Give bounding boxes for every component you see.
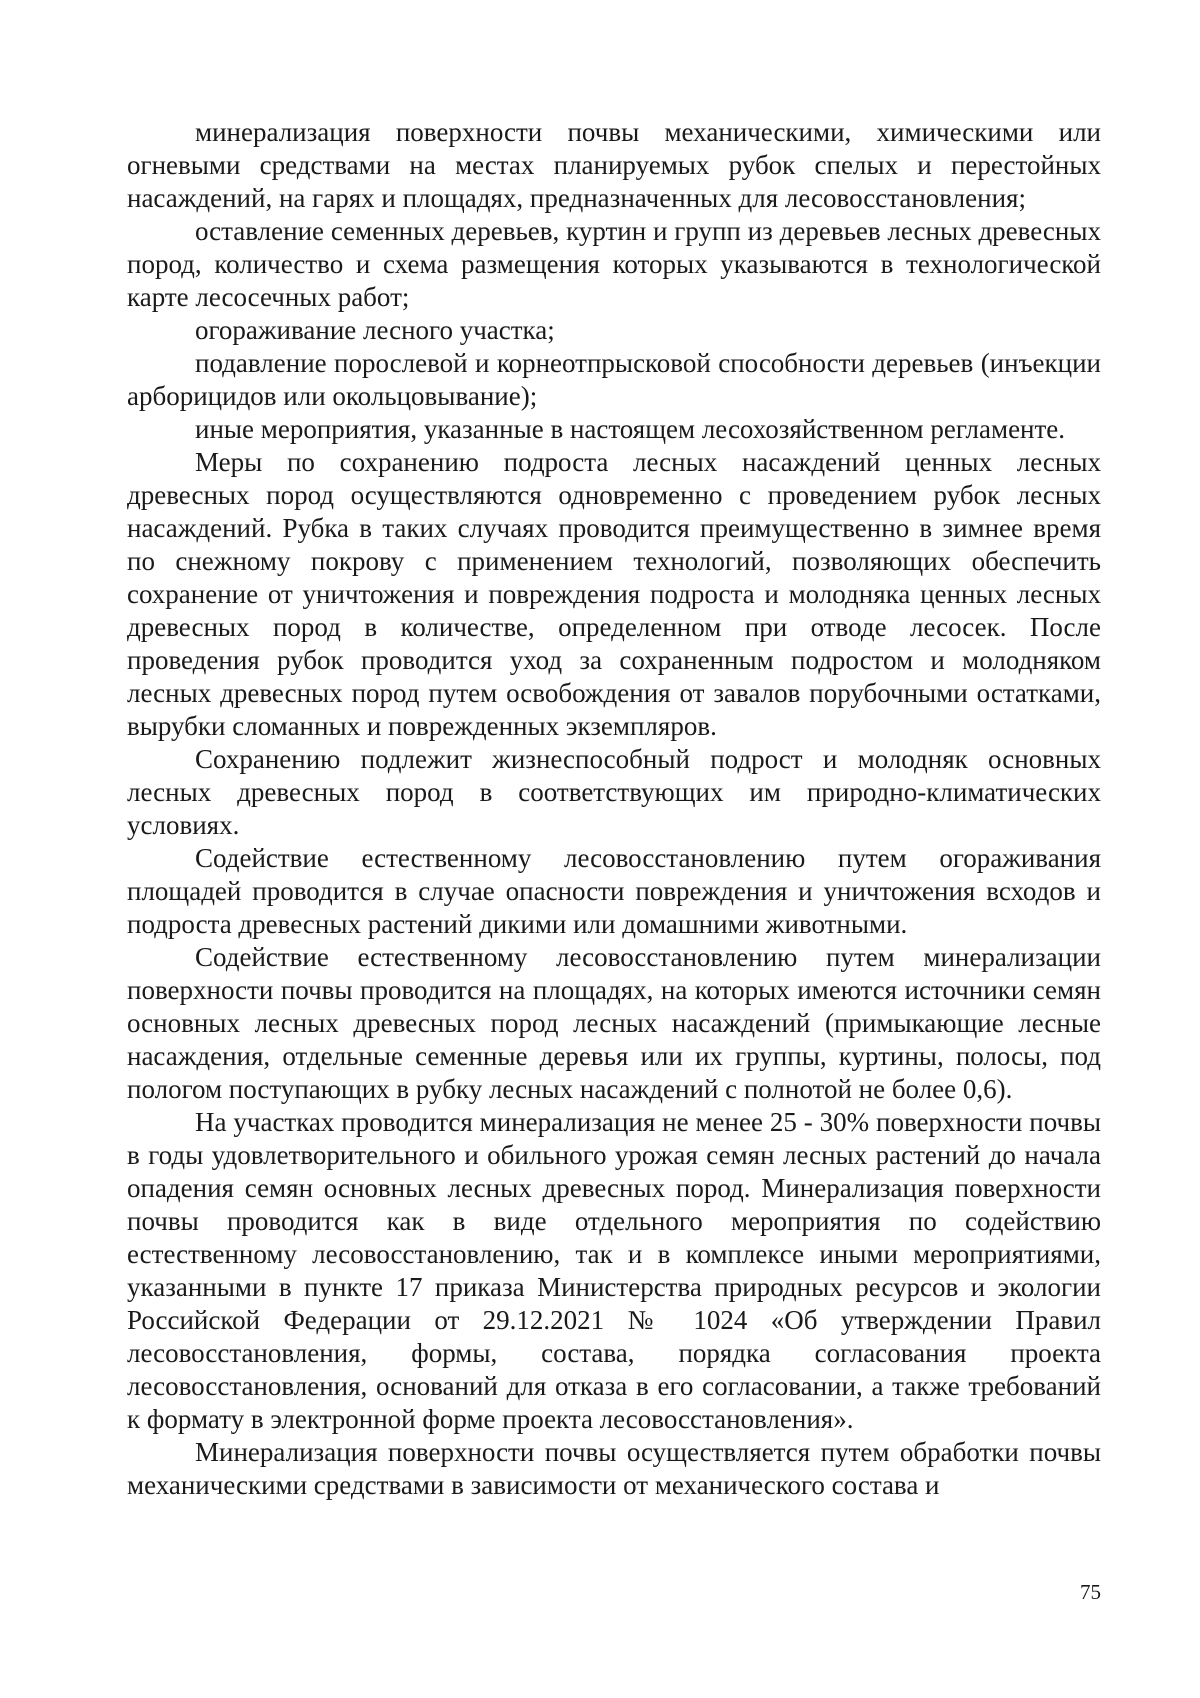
paragraph-fencing-assistance: Содействие естественному лесовосстановлению путем огораживания площадей проводится в случае опасности повреждения и уничтожения всходов и подроста древесных растений дикими или домашними животными. [127,843,1101,939]
paragraph-mineralization-item: минерализация поверхности почвы механическими, химическими или огневыми средствами на местах планируемых рубок спелых и перестойных насаждений, на гарях и площадях, предназначенных для лесовосстановления; [127,117,1101,213]
body-text [127,116,1101,1502]
paragraph-preservation-subject: Сохранению подлежит жизнеспособный подрост и молодняк основных лесных древесных пород в соответствующих им природно-климатических условиях. [127,744,1101,840]
paragraph-seed-trees-item: оставление семенных деревьев, куртин и групп из деревьев лесных древесных пород, количество и схема размещения которых указываются в технологической карте лесосечных работ; [127,216,1101,312]
paragraph-mineralization-plots: На участках проводится минерализация не менее 25 - 30% поверхности почвы в годы удовлетворительного и обильного урожая семян лесных растений до начала опадения семян основных лесных древесных пород. Минерализация поверхности почвы проводится как в виде отдельного мероприятия по содействию естественному лесовосстановлению, так и в комплексе иными мероприятиями, указанными в пункте 17 приказа Министерства природных ресурсов и экологии Российской Федерации от 29.12.2021 № 1024 «Об утверждении Правил лесовосстановления, формы, состава, порядка согласования проекта лесовосстановления, оснований для отказа в его согласовании, а также требований к формату в электронной форме проекта лесовосстановления». [127,1107,1101,1434]
paragraph-mineralization-method: Минерализация поверхности почвы осуществляется путем обработки почвы механическими средствами в зависимости от механического состава и [127,1437,1101,1500]
paragraph-mineralization-assistance: Содействие естественному лесовосстановлению путем минерализации поверхности почвы проводится на площадях, на которых имеются источники семян основных лесных древесных пород лесных насаждений (примыкающие лесные насаждения, отдельные семенные деревья или их группы, куртины, полосы, под пологом поступающих в рубку лесных насаждений с полнотой не более 0,6). [127,942,1101,1104]
paragraph-suppression-item: подавление порослевой и корнеотпрысковой способности деревьев (инъекции арборицидов или окольцовывание); [127,348,1101,411]
page-number: 75 [1080,1580,1101,1604]
paragraph-fencing-item: огораживание лесного участка; [195,315,555,345]
paragraph-other-measures-item: иные мероприятия, указанные в настоящем лесохозяйственном регламенте. [195,414,1066,444]
paragraph-undergrowth-preservation: Меры по сохранению подроста лесных насаждений ценных лесных древесных пород осуществляются одновременно с проведением рубок лесных насаждений. Рубка в таких случаях проводится преимущественно в зимнее время по снежному покрову с применением технологий, позволяющих обеспечить сохранение от уничтожения и повреждения подроста и молодняка ценных лесных древесных пород в количестве, определенном при отводе лесосек. После проведения рубок проводится уход за сохраненным подростом и молодняком лесных древесных пород путем освобождения от завалов порубочными остатками, вырубки сломанных и поврежденных экземпляров. [127,447,1101,741]
